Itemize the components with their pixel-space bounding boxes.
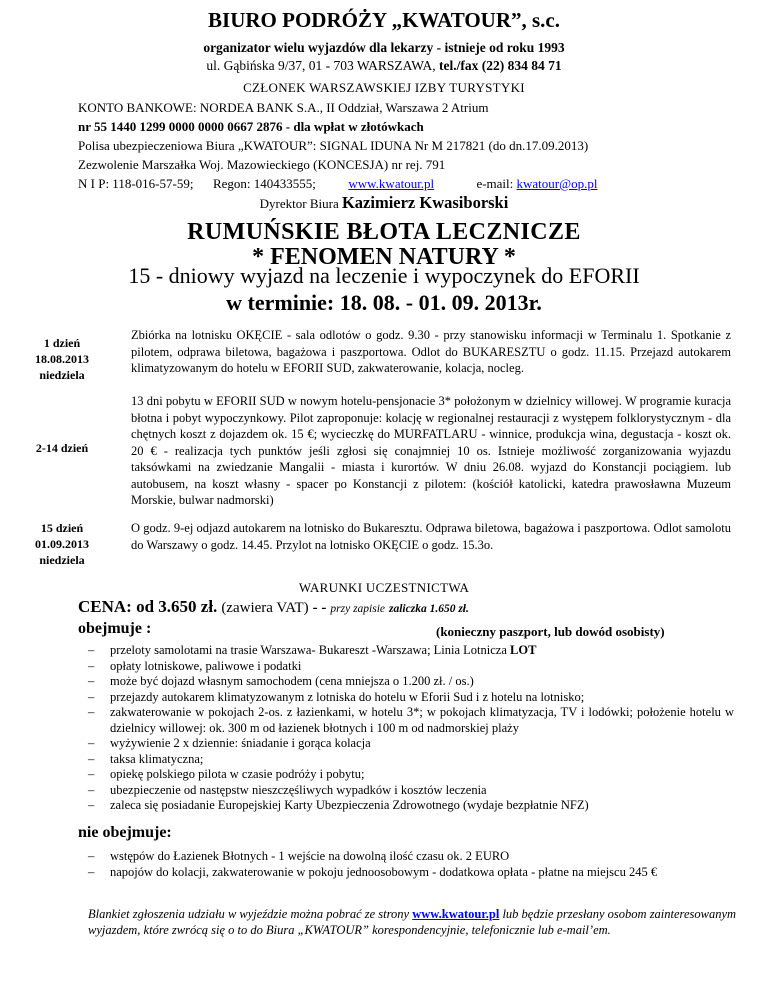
- conditions-heading: WARUNKI UCZESTNICTWA: [298, 580, 470, 595]
- director-line: [0, 193, 768, 213]
- airline: LOT: [510, 643, 537, 657]
- day-number: 15 dzień: [40, 521, 84, 535]
- email-link[interactable]: kwatour@op.pl: [516, 176, 598, 191]
- list-item: – zaleca się posiadanie Europejskiej Karty Ubezpieczenia Zdrowotnego (wydaje bezpłatnie NFZ): [78, 798, 734, 814]
- bank-line: KONTO BANKOWE: NORDEA BANK S.A., II Oddział, Warszawa 2 Atrium: [78, 100, 489, 115]
- excludes-list: [78, 849, 734, 880]
- list-item: – wyżywienie 2 x dziennie: śniadanie i gorąca kolacja: [78, 736, 734, 752]
- day-2-14-text: 13 dni pobytu w EFORII SUD w nowym hotelu-pensjonacie 3* położonym w dzielnicy willowej. W programie kuracja błotna i pobyt wypoczynkowy. Pilot zaproponuje: kolację w regionalnej restauracji z występem folklorystycznym - dla chętnych koszt z dojazdem ok. 15 €; wycieczkę do MURFATLARU - winnice, produkcja wina, degustacja - koszt ok. 20 € - realizacja tych punktów jeśli zgłosi się conajmniej 10 os. Istnieje możliwość zorganizowania wyjazdu taksówkami na zwiedzanie Mangalii - miasta i kurortów. W dniu 26.08. wyjazd do Konstancji pociągiem. lub autobusem, na koszt własny - spacer po Konstancji z pilotem: (kościół katolicki, katedra prawosławna Muzeum Morskie, bulwar nadmorski): [131, 394, 731, 507]
- price-line: [78, 597, 758, 617]
- day-1-label: [0, 335, 124, 383]
- day-number: 2-14 dzień: [35, 441, 89, 455]
- director-name: Kazimierz Kwasiborski: [341, 193, 509, 212]
- day-2-14-label: [0, 440, 124, 456]
- website-link[interactable]: www.kwatour.pl: [348, 176, 435, 191]
- footer-website-link[interactable]: www.kwatour.pl: [412, 907, 500, 921]
- list-item: – może być dojazd własnym samochodem (cena mniejsza o 1.200 zł. / os.): [78, 674, 734, 690]
- director-label: Dyrektor Biura: [259, 196, 339, 211]
- list-item: – zakwaterowanie w pokojach 2-os. z łazienkami, w hotelu 3*; w pokojach klimatyzacja, TV i lodówki; położenie hotelu w dzielnicy willowej: ok. 300 m od łazienek błotnych i 100 m od nadmorskiej plaży: [78, 705, 734, 736]
- day-15-label: [0, 520, 124, 568]
- nip: N I P: 118-016-57-59;: [78, 176, 194, 191]
- membership: CZŁONEK WARSZAWSKIEJ IZBY TURYSTYKI: [243, 80, 525, 95]
- list-item: – opiekę polskiego pilota w czasie podróży i pobytu;: [78, 767, 734, 783]
- deposit-prefix: przy zapisie: [330, 603, 386, 615]
- footer-text-1: Blankiet zgłoszenia udziału w wyjeździe można pobrać ze strony: [88, 907, 410, 921]
- permit-line: Zezwolenie Marszałka Woj. Mazowieckiego (KONCESJA) nr rej. 791: [78, 157, 446, 172]
- agency-address-line: [0, 58, 768, 74]
- email-label: e-mail:: [476, 176, 514, 191]
- price: CENA: od 3.650 zł.: [78, 597, 218, 616]
- day-weekday: niedziela: [39, 553, 85, 567]
- deposit: zaliczka 1.650 zł.: [389, 603, 469, 615]
- passport-note: (konieczny paszport, lub dowód osobisty): [436, 624, 665, 639]
- includes-label: obejmuje :: [78, 620, 152, 637]
- list-item: – wstępów do Łazienek Błotnych - 1 wejście na dowolną ilość czasu ok. 2 EURO: [78, 849, 734, 865]
- day-date: 18.08.2013: [35, 352, 89, 366]
- list-item: – ubezpieczenie od następstw nieszczęśliwych wypadków i kosztów leczenia: [78, 783, 734, 799]
- account-line: nr 55 1440 1299 0000 0000 0667 2876 - dla wpłat w złotówkach: [78, 119, 424, 134]
- agency-subtitle: organizator wielu wyjazdów dla lekarzy - istnieje od roku 1993: [203, 40, 565, 55]
- agency-name: BIURO PODRÓŻY „KWATOUR”, s.c.: [208, 8, 560, 32]
- footer-note: [88, 906, 736, 938]
- list-item: – taksa klimatyczna;: [78, 752, 734, 768]
- agency-phone: tel./fax (22) 834 84 71: [439, 58, 562, 73]
- list-item: – przeloty samolotami na trasie Warszawa- Bukareszt -Warszawa; Linia Lotnicza LOT: [78, 643, 734, 659]
- day-1-text: Zbiórka na lotnisku OKĘCIE - sala odlotów o godz. 9.30 - przy stanowisku informacji w Terminalu 1. Spotkanie z pilotem, odprawa biletowa, bagażowa i paszportowa. Odlot do BUKARESZTU o godz. 11.15. Przejazd autokarem klimatyzowanym do hotelu w EFORII SUD, zakwaterowanie, kolacja, nocleg.: [131, 328, 731, 375]
- list-item: – opłaty lotniskowe, paliwowe i podatki: [78, 659, 734, 675]
- offer-description: 15 - dniowy wyjazd na leczenie i wypoczynek do EFORII: [128, 263, 640, 288]
- offer-title: RUMUŃSKIE BŁOTA LECZNICZE: [187, 219, 581, 245]
- excludes-label: nie obejmuje:: [78, 824, 172, 841]
- company-details: [78, 98, 758, 193]
- price-dashes: - -: [312, 600, 327, 616]
- ids-line: [78, 174, 758, 193]
- day-date: 01.09.2013: [35, 537, 89, 551]
- day-number: 1 dzień: [43, 336, 81, 350]
- offer-subtitle-phenomenon: * FENOMEN NATURY *: [252, 244, 516, 270]
- regon: Regon: 140433555;: [212, 176, 316, 191]
- price-vat-note: (zawiera VAT): [221, 600, 309, 616]
- offer-dates: w terminie: 18. 08. - 01. 09. 2013r.: [226, 290, 542, 315]
- list-item: – przejazdy autokarem klimatyzowanym z lotniska do hotelu w Eforii Sud i z hotelu na lotnisko;: [78, 690, 734, 706]
- includes-list: [78, 643, 734, 814]
- day-weekday: niedziela: [39, 368, 85, 382]
- insurance-line: Polisa ubezpieczeniowa Biura „KWATOUR”: SIGNAL IDUNA Nr M 217821 (do dn.17.09.2013): [78, 138, 589, 153]
- footer-text-2: lub będzie przesłany osobom zainteresowanym wyjazdem, które zwrócą się o to do Biura „KWATOUR” korespondencyjnie, telefonicznie lub e-mail’em.: [88, 907, 737, 937]
- list-item: – napojów do kolacji, zakwaterowanie w pokoju jednoosobowym - dodatkowa opłata - płatne na miejscu 245 €: [78, 865, 734, 881]
- agency-address: ul. Gąbińska 9/37, 01 - 703 WARSZAWA,: [206, 58, 436, 73]
- day-15-text: O godz. 9-ej odjazd autokarem na lotnisko do Bukaresztu. Odprawa biletowa, bagażowa i paszportowa. Odlot samolotu do Warszawy o godz. 14.45. Przylot na lotnisko OKĘCIE o godz. 15.3o.: [131, 521, 731, 552]
